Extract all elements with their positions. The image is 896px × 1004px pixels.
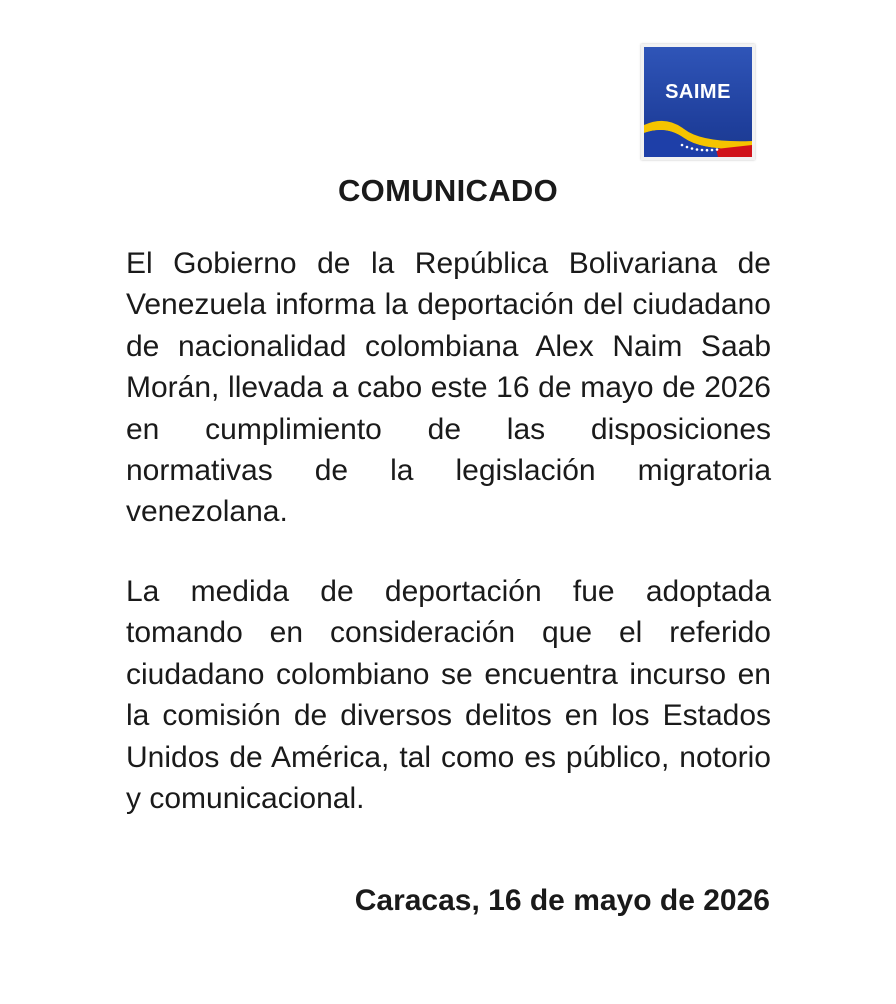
saime-logo-text: SAIME bbox=[665, 81, 731, 103]
body-paragraph-1: El Gobierno de la República Bolivariana de Venezuela informa la deportación del ciudadano de nacionalidad colombiana Alex Naim Saab Morán, llevada a cabo este 16 de mayo de 2026 en cumplimiento de las disposiciones normativas de la legislación migratoria venezolana. bbox=[126, 247, 771, 529]
place-and-date: Caracas, 16 de mayo de 2026 bbox=[354, 884, 770, 917]
document-title: COMUNICADO bbox=[338, 173, 558, 208]
venezuelan-flag-ribbon-icon bbox=[644, 111, 752, 157]
body-paragraph-2: La medida de deportación fue adoptada tomando en consideración que el referido ciudadano colombiano se encuentra incurso en la comisión de diversos delitos en los Estados Unidos de América, tal como es público, notorio y comunicacional. bbox=[126, 575, 771, 816]
saime-logo bbox=[641, 44, 755, 160]
